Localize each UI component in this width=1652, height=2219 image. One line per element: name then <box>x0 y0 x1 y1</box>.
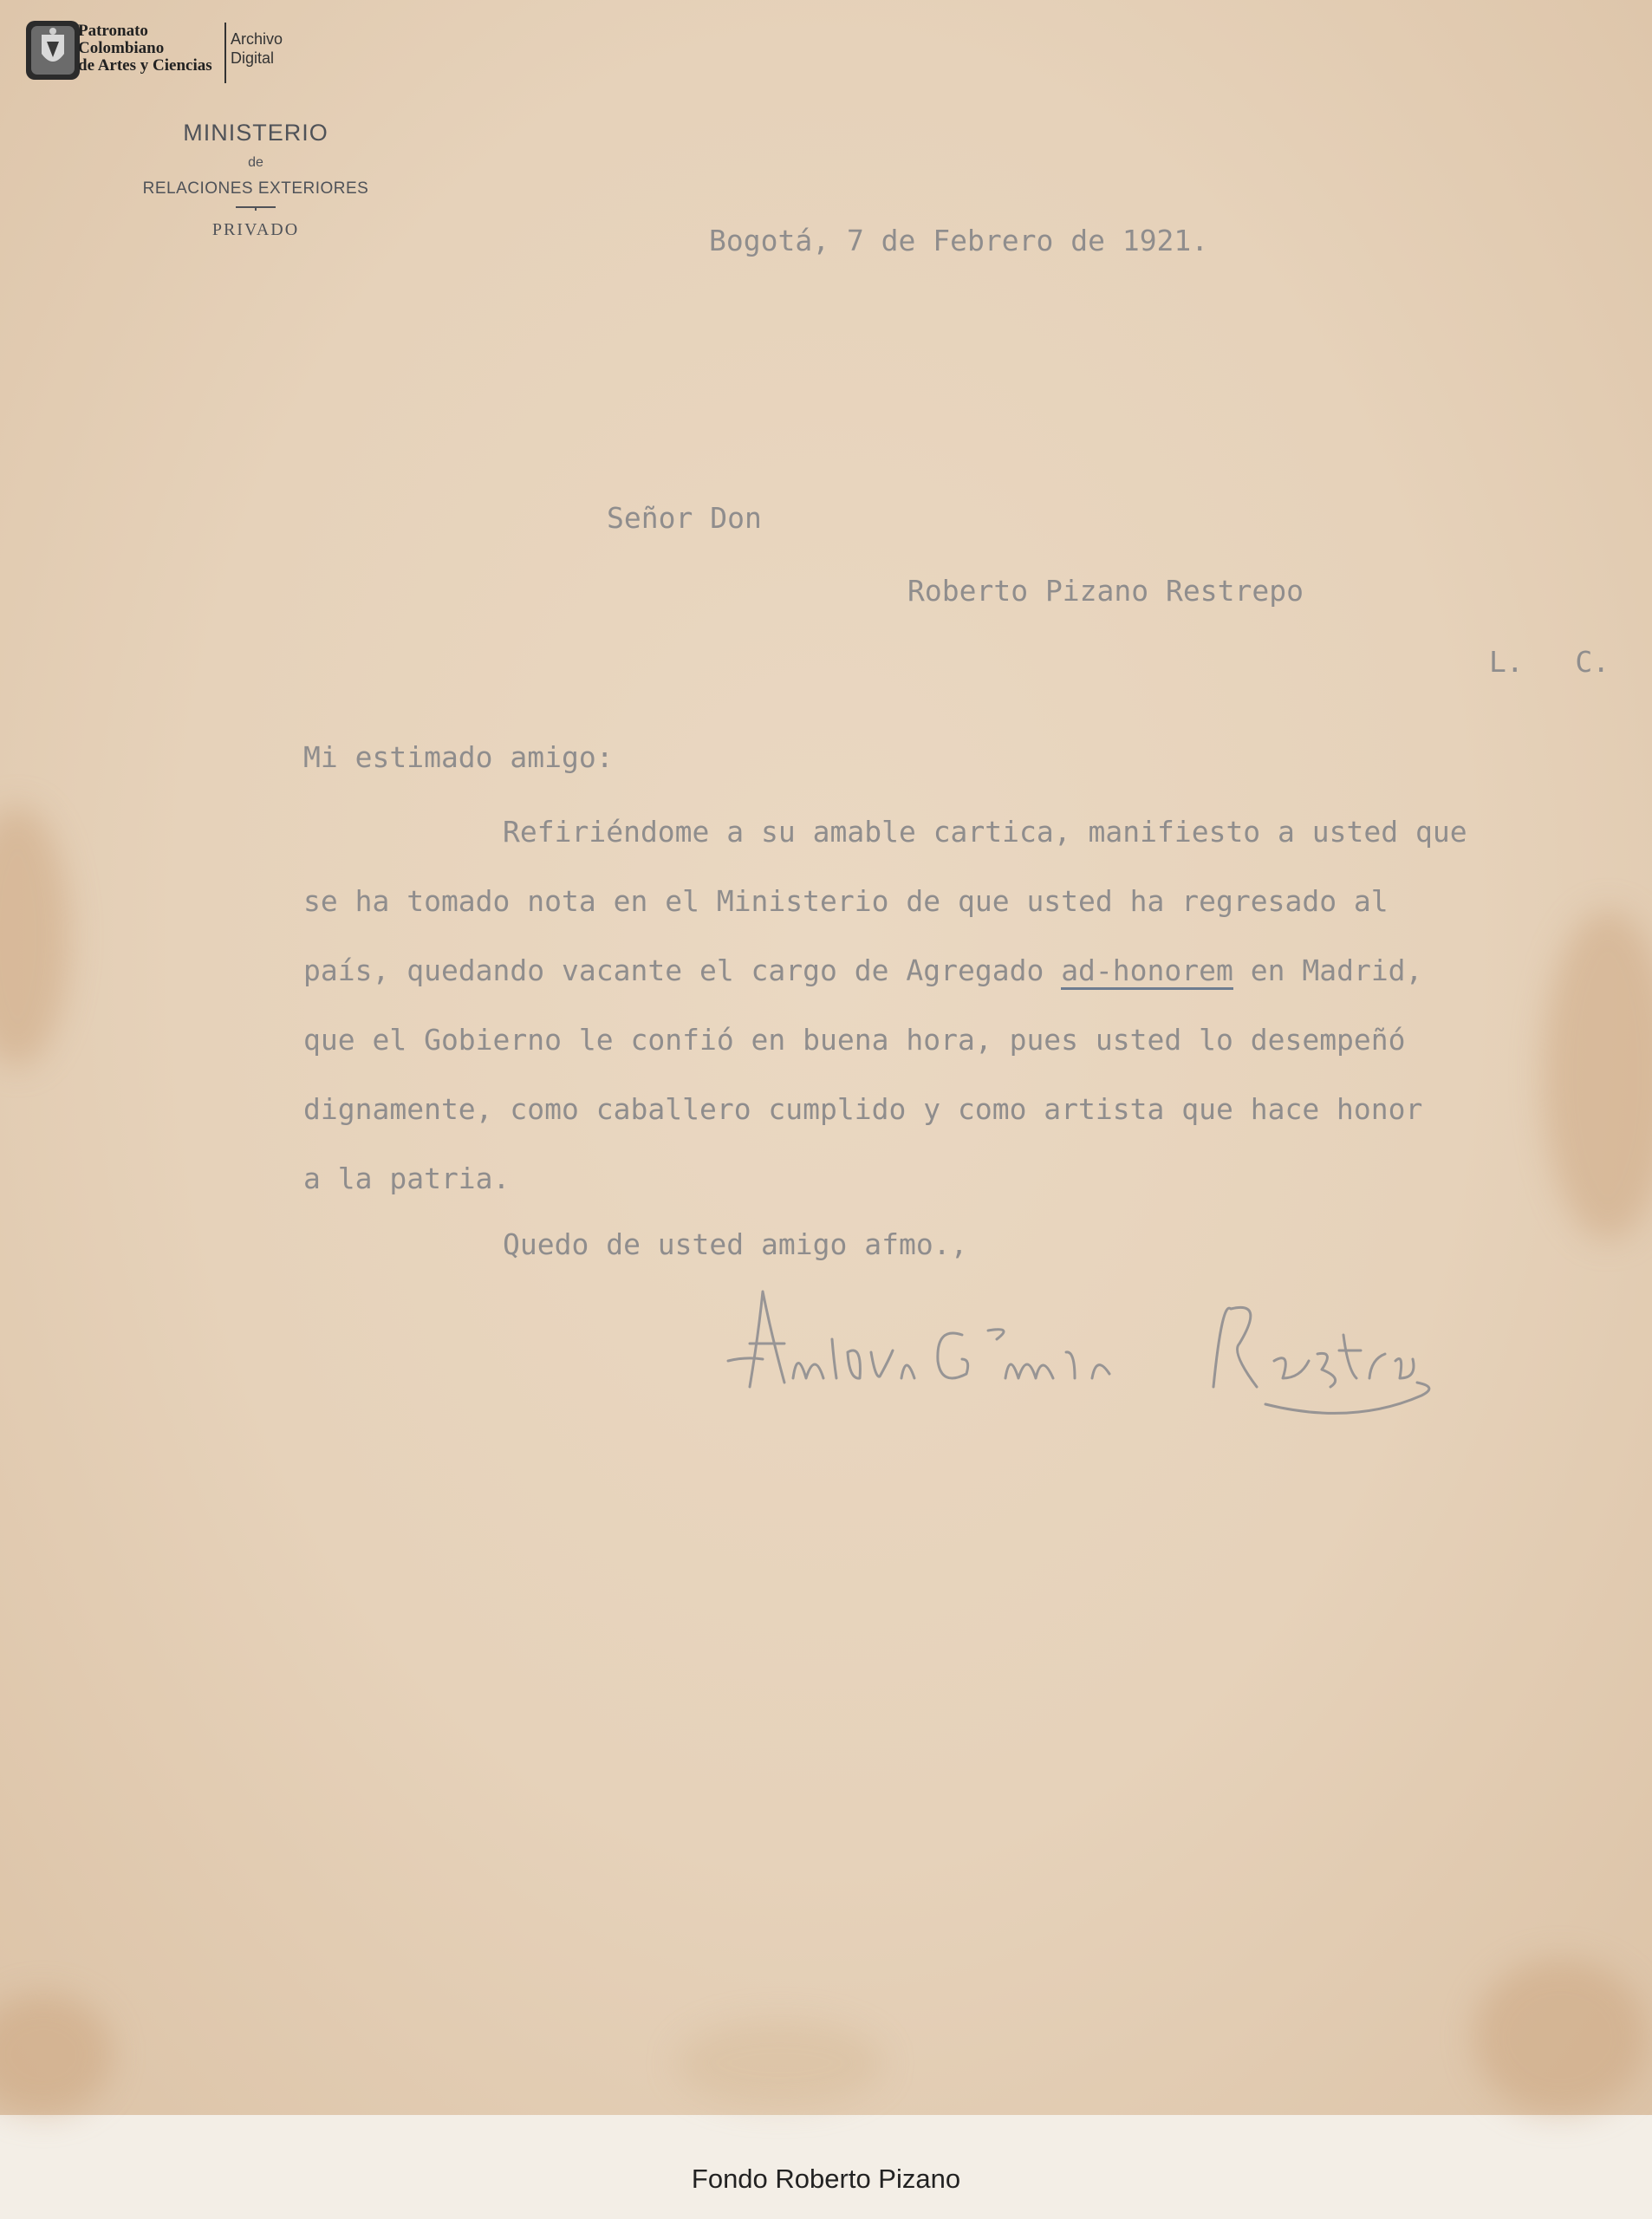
archive-label-line: Digital <box>231 49 275 67</box>
ministry-letterhead <box>113 120 399 240</box>
salutation: Mi estimado amigo: <box>303 740 614 774</box>
archive-label-line: Archivo <box>231 30 283 48</box>
letterhead-private: PRIVADO <box>211 220 300 239</box>
paper-stain <box>1473 1959 1647 2115</box>
recipient-title: Señor Don <box>607 501 762 535</box>
body-line: que el Gobierno le confió en buena hora, pues usted lo desempeñó <box>303 1023 1406 1057</box>
org-name-line: de Artes y Ciencias <box>78 56 212 75</box>
body-line: dignamente, como caballero cumplido y como artista que hace honor <box>303 1092 1423 1126</box>
letterhead-de: de <box>248 155 263 170</box>
body-line-tail: en Madrid, <box>1232 953 1423 987</box>
paper-stain <box>0 1994 113 2115</box>
paper-stain <box>676 2020 884 2106</box>
underlined-phrase: ad-honorem <box>1061 953 1233 990</box>
handwritten-signature <box>711 1257 1447 1430</box>
body-line: a la patria. <box>303 1162 511 1195</box>
body-line: Refiriéndome a su amable cartica, manifiesto a usted que <box>503 815 1467 849</box>
org-name-line: Patronato <box>78 22 148 40</box>
letterhead-ornament-icon <box>236 205 276 211</box>
collection-caption: Fondo Roberto Pizano <box>691 2164 961 2194</box>
organization-name <box>78 23 212 75</box>
archive-label <box>231 29 283 68</box>
paper-stain <box>0 806 69 1066</box>
org-name-line: Colombiano <box>78 39 165 57</box>
body-line: se ha tomado nota en el Ministerio de que usted ha regresado al <box>303 884 1389 918</box>
body-line-text: país, quedando vacante el cargo de Agregado <box>303 953 1062 987</box>
letterhead-department: RELACIONES EXTERIORES <box>142 179 369 198</box>
letter-date: Bogotá, 7 de Febrero de 1921. <box>709 224 1209 257</box>
header-divider <box>224 23 226 83</box>
recipient-name: Roberto Pizano Restrepo <box>907 574 1304 608</box>
body-line-3 <box>303 953 1422 987</box>
letterhead-ministry: MINISTERIO <box>183 120 328 146</box>
patronato-shield-icon <box>24 19 81 81</box>
paper-stain <box>1543 910 1652 1240</box>
recipient-location: L. C. <box>1489 645 1610 679</box>
closing: Quedo de usted amigo afmo., <box>503 1227 968 1261</box>
